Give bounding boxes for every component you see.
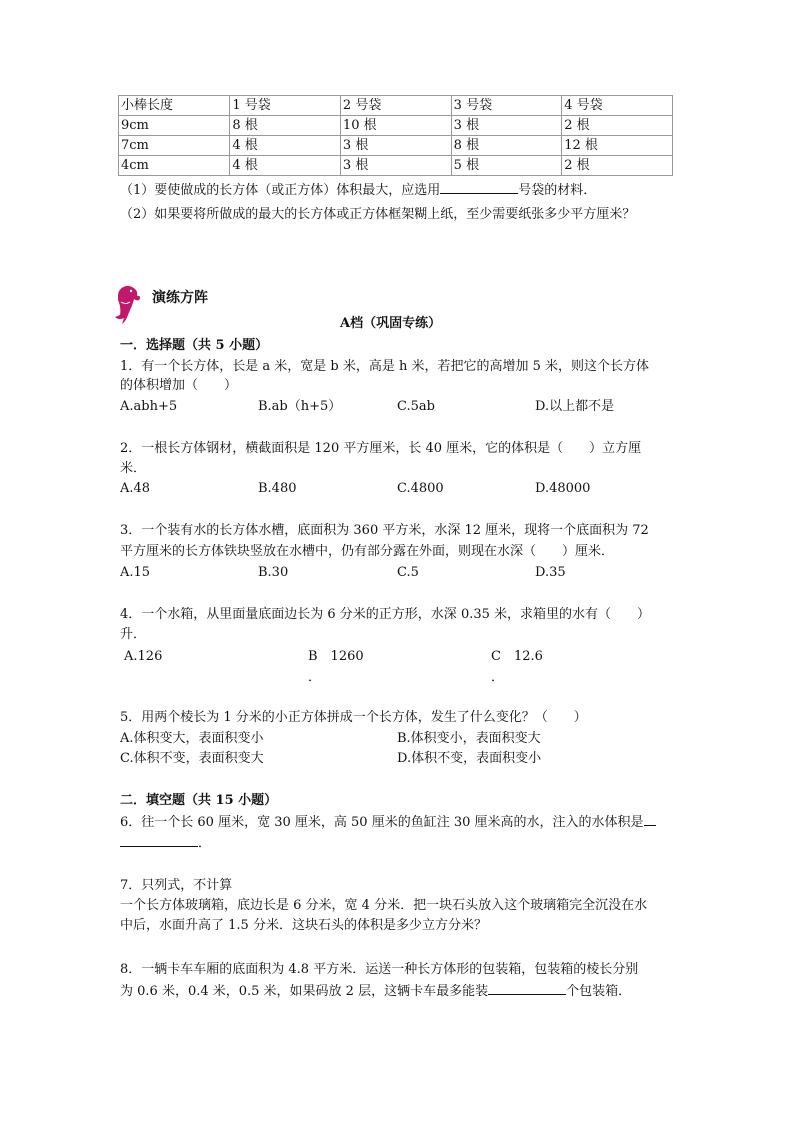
q5-option-a[interactable]: A.体积变大，表面积变小 <box>120 731 264 746</box>
q8-text: 为 0.6 米，0.4 米，0.5 米，如果码放 2 层，这辆卡车最多能装 <box>120 984 489 999</box>
q3-line1: 3．一个装有水的长方体水槽，底面积为 360 平方米，水深 12 厘米，现将一个底面积为 72 <box>120 523 649 538</box>
table-cell: 4 根 <box>230 156 341 176</box>
table-cell: 4 号袋 <box>562 96 673 116</box>
part2-heading: 二．填空题（共 15 小题） <box>120 793 278 808</box>
pre-question-2: （2）如果要将所做成的最大的长方体或正方体框架糊上纸，至少需要纸张多少平方厘米？ <box>120 207 636 222</box>
table-cell: 2 根 <box>562 156 673 176</box>
q3-option-b[interactable]: B.30 <box>258 565 289 580</box>
q2-option-a[interactable]: A.48 <box>120 481 151 496</box>
table-cell: 7cm <box>119 136 230 156</box>
pre-question-1 <box>120 182 596 200</box>
q4-line2: 升． <box>120 627 147 642</box>
answer-blank[interactable] <box>440 193 518 194</box>
q1-option-a[interactable]: A.abh+5 <box>120 399 178 414</box>
table-header-row <box>119 96 673 116</box>
q8-line2 <box>120 983 631 1001</box>
q8-tail: 个包装箱． <box>566 984 632 999</box>
q2-option-c[interactable]: C.4800 <box>397 481 444 496</box>
pre-question-1-tail: 号袋的材料． <box>518 183 597 198</box>
answer-blank[interactable] <box>488 994 566 995</box>
q4-option-c-dot: ． <box>491 670 505 685</box>
q5-option-d[interactable]: D.体积不变，表面积变小 <box>397 751 542 766</box>
table-cell: 9cm <box>119 116 230 136</box>
table-cell: 4 根 <box>230 136 341 156</box>
q1-option-d[interactable]: D.以上都不是 <box>535 399 615 414</box>
table-cell: 1 号袋 <box>230 96 341 116</box>
q3-option-a[interactable]: A.15 <box>120 565 151 580</box>
q7-line1: 7．只列式，不计算 <box>120 878 233 893</box>
q1-option-b[interactable]: B.ab（h+5） <box>258 399 342 414</box>
q3-line2: 平方厘米的长方体铁块竖放在水槽中，仍有部分露在外面，则现在水深（ ）厘米． <box>120 544 615 559</box>
q6-tail: ． <box>198 836 212 851</box>
q8-line1: 8．一辆卡车车厢的底面积为 4.8 平方米．运送一种长方体形的包装箱，包装箱的棱长分别 <box>120 962 639 977</box>
answer-blank[interactable] <box>644 825 656 826</box>
q4-option-b-dot: ． <box>308 670 322 685</box>
sticks-table <box>118 95 673 176</box>
part1-heading: 一．选择题（共 5 小题） <box>120 338 269 353</box>
section-title: 演练方阵 <box>152 290 208 306</box>
q7-line2: 一个长方体玻璃箱，底边长是 6 分米，宽 4 分米．把一块石头放入这个玻璃箱完全沉没在水 <box>120 898 648 913</box>
section-subtitle: A档（巩固专练） <box>340 316 442 331</box>
table-cell: 8 根 <box>451 136 562 156</box>
table-row <box>119 116 673 136</box>
table-cell: 小棒长度 <box>119 96 230 116</box>
table-row <box>119 136 673 156</box>
table-cell: 10 根 <box>340 116 451 136</box>
table-row <box>119 156 673 176</box>
table-cell: 8 根 <box>230 116 341 136</box>
table-cell: 3 根 <box>340 156 451 176</box>
table-cell: 5 根 <box>451 156 562 176</box>
q5-option-b[interactable]: B.体积变小，表面积变大 <box>397 731 541 746</box>
q4-option-c[interactable]: C 12.6 <box>491 649 543 664</box>
q6-line2 <box>120 835 211 853</box>
q5-option-c[interactable]: C.体积不变，表面积变大 <box>120 751 264 766</box>
q1-line1: 1．有一个长方体，长是 a 米，宽是 b 米，高是 h 米，若把它的高增加 5 米，则这个长方体 <box>120 359 650 374</box>
q4-option-b[interactable]: B 1260 <box>308 649 364 664</box>
table-cell: 3 根 <box>340 136 451 156</box>
q2-option-d[interactable]: D.48000 <box>535 481 591 496</box>
table-cell: 4cm <box>119 156 230 176</box>
table-cell: 3 根 <box>451 116 562 136</box>
table-cell: 2 根 <box>562 116 673 136</box>
q4-option-a[interactable]: A.126 <box>124 649 163 664</box>
q1-line2: 的体积增加（ ） <box>120 378 238 393</box>
pre-question-1-text: （1）要使做成的长方体（或正方体）体积最大，应选用 <box>120 183 441 198</box>
q5-line1: 5．用两个棱长为 1 分米的小正方体拼成一个长方体，发生了什么变化？（ ） <box>120 710 587 725</box>
dolphin-icon <box>112 282 142 326</box>
q3-option-c[interactable]: C.5 <box>397 565 419 580</box>
table-cell: 12 根 <box>562 136 673 156</box>
answer-blank[interactable] <box>120 846 198 847</box>
q6-text: 6．往一个长 60 厘米，宽 30 厘米，高 50 厘米的鱼缸注 30 厘米高的水，注入的水体积是 <box>120 815 644 830</box>
q3-option-d[interactable]: D.35 <box>535 565 566 580</box>
q7-line3: 中后，水面升高了 1.5 分米．这块石头的体积是多少立方分米？ <box>120 918 487 933</box>
q2-line2: 米． <box>120 461 147 476</box>
table-cell: 3 号袋 <box>451 96 562 116</box>
q4-line1: 4．一个水箱，从里面量底面边长为 6 分米的正方形，水深 0.35 米，求箱里的水有（ ） <box>120 607 651 622</box>
q2-line1: 2．一根长方体钢材，横截面积是 120 平方厘米，长 40 厘米，它的体积是（ ）立方厘 <box>120 441 642 456</box>
q2-option-b[interactable]: B.480 <box>258 481 297 496</box>
q1-option-c[interactable]: C.5ab <box>397 399 435 414</box>
table-cell: 2 号袋 <box>340 96 451 116</box>
q6-line1 <box>120 814 656 832</box>
